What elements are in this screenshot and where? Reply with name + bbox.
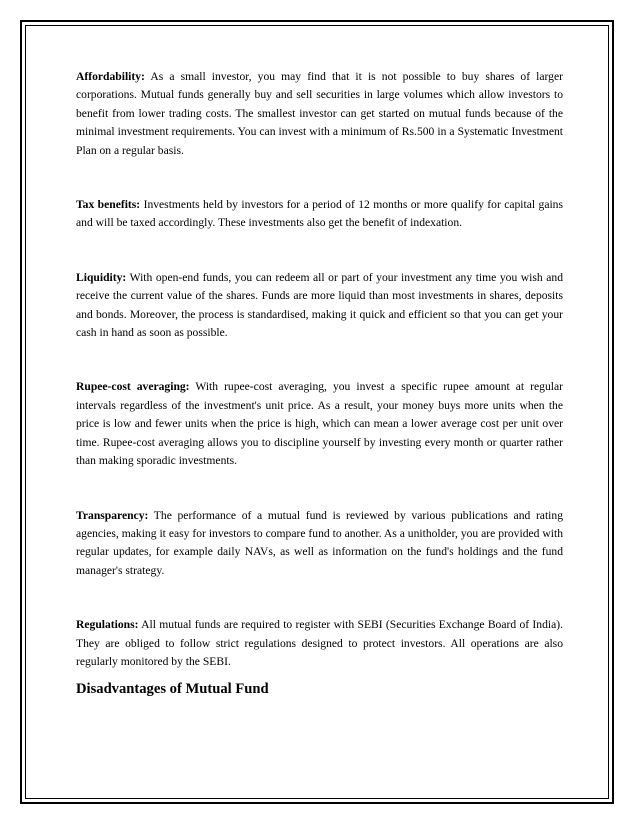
paragraph-liquidity — [76, 269, 563, 343]
text-tax-benefits: Investments held by investors for a period of 12 months or more qualify for capital gains and will be taxed accordingly. These investments also get the benefit of indexation. — [76, 198, 563, 230]
text-regulations: All mutual funds are required to register with SEBI (Securities Exchange Board of India). They are obliged to follow strict regulations designed to protect investors. All operations are also regularly monitored by the SEBI. — [76, 618, 563, 668]
paragraph-regulations — [76, 616, 563, 671]
paragraph-tax-benefits — [76, 196, 563, 233]
text-transparency: The performance of a mutual fund is reviewed by various publications and rating agencies, making it easy for investors to compare fund to another. As a unitholder, you are provided with regular updates, for example daily NAVs, as well as information on the fund's holdings and the fund manager's strategy. — [76, 508, 563, 577]
term-regulations: Regulations: — [76, 618, 139, 632]
term-liquidity: Liquidity: — [76, 270, 127, 284]
text-liquidity: With open-end funds, you can redeem all or part of your investment any time you wish and receive the current value of the shares. Funds are more liquid than most investments in shares, deposits and bonds. Moreover, the process is standardised, making it quick and efficient so that you can get your cash in hand as soon as possible. — [76, 270, 563, 340]
term-transparency: Transparency: — [76, 508, 149, 522]
term-affordability: Affordability: — [76, 70, 145, 83]
document-body — [76, 68, 563, 699]
text-affordability: As a small investor, you may find that it is not possible to buy shares of larger corporations. Mutual funds generally buy and sell securities in large volumes which allow investors to benefit from lower trading costs. The smallest investor can get started on mutual funds because of the minimal investment requirements. You can invest with a minimum of Rs.500 in a Systematic Investment Plan on a regular basis. — [76, 70, 563, 157]
term-rupee-cost-averaging: Rupee-cost averaging: — [76, 380, 190, 394]
section-heading: Disadvantages of Mutual Fund — [76, 681, 269, 698]
paragraph-affordability — [76, 68, 563, 160]
paragraph-transparency — [76, 507, 563, 581]
term-tax-benefits: Tax benefits: — [76, 198, 141, 212]
paragraph-rupee-cost-averaging — [76, 378, 563, 470]
text-rupee-cost-averaging: With rupee-cost averaging, you invest a specific rupee amount at regular intervals regardless of the investment's unit price. As a result, your money buys more units when the price is low and fewer units when the price is high, which can mean a lower average cost per unit over time. Rupee-cost averaging allows you to discipline yourself by investing every month or quarter rather than making sporadic investments. — [76, 380, 563, 468]
